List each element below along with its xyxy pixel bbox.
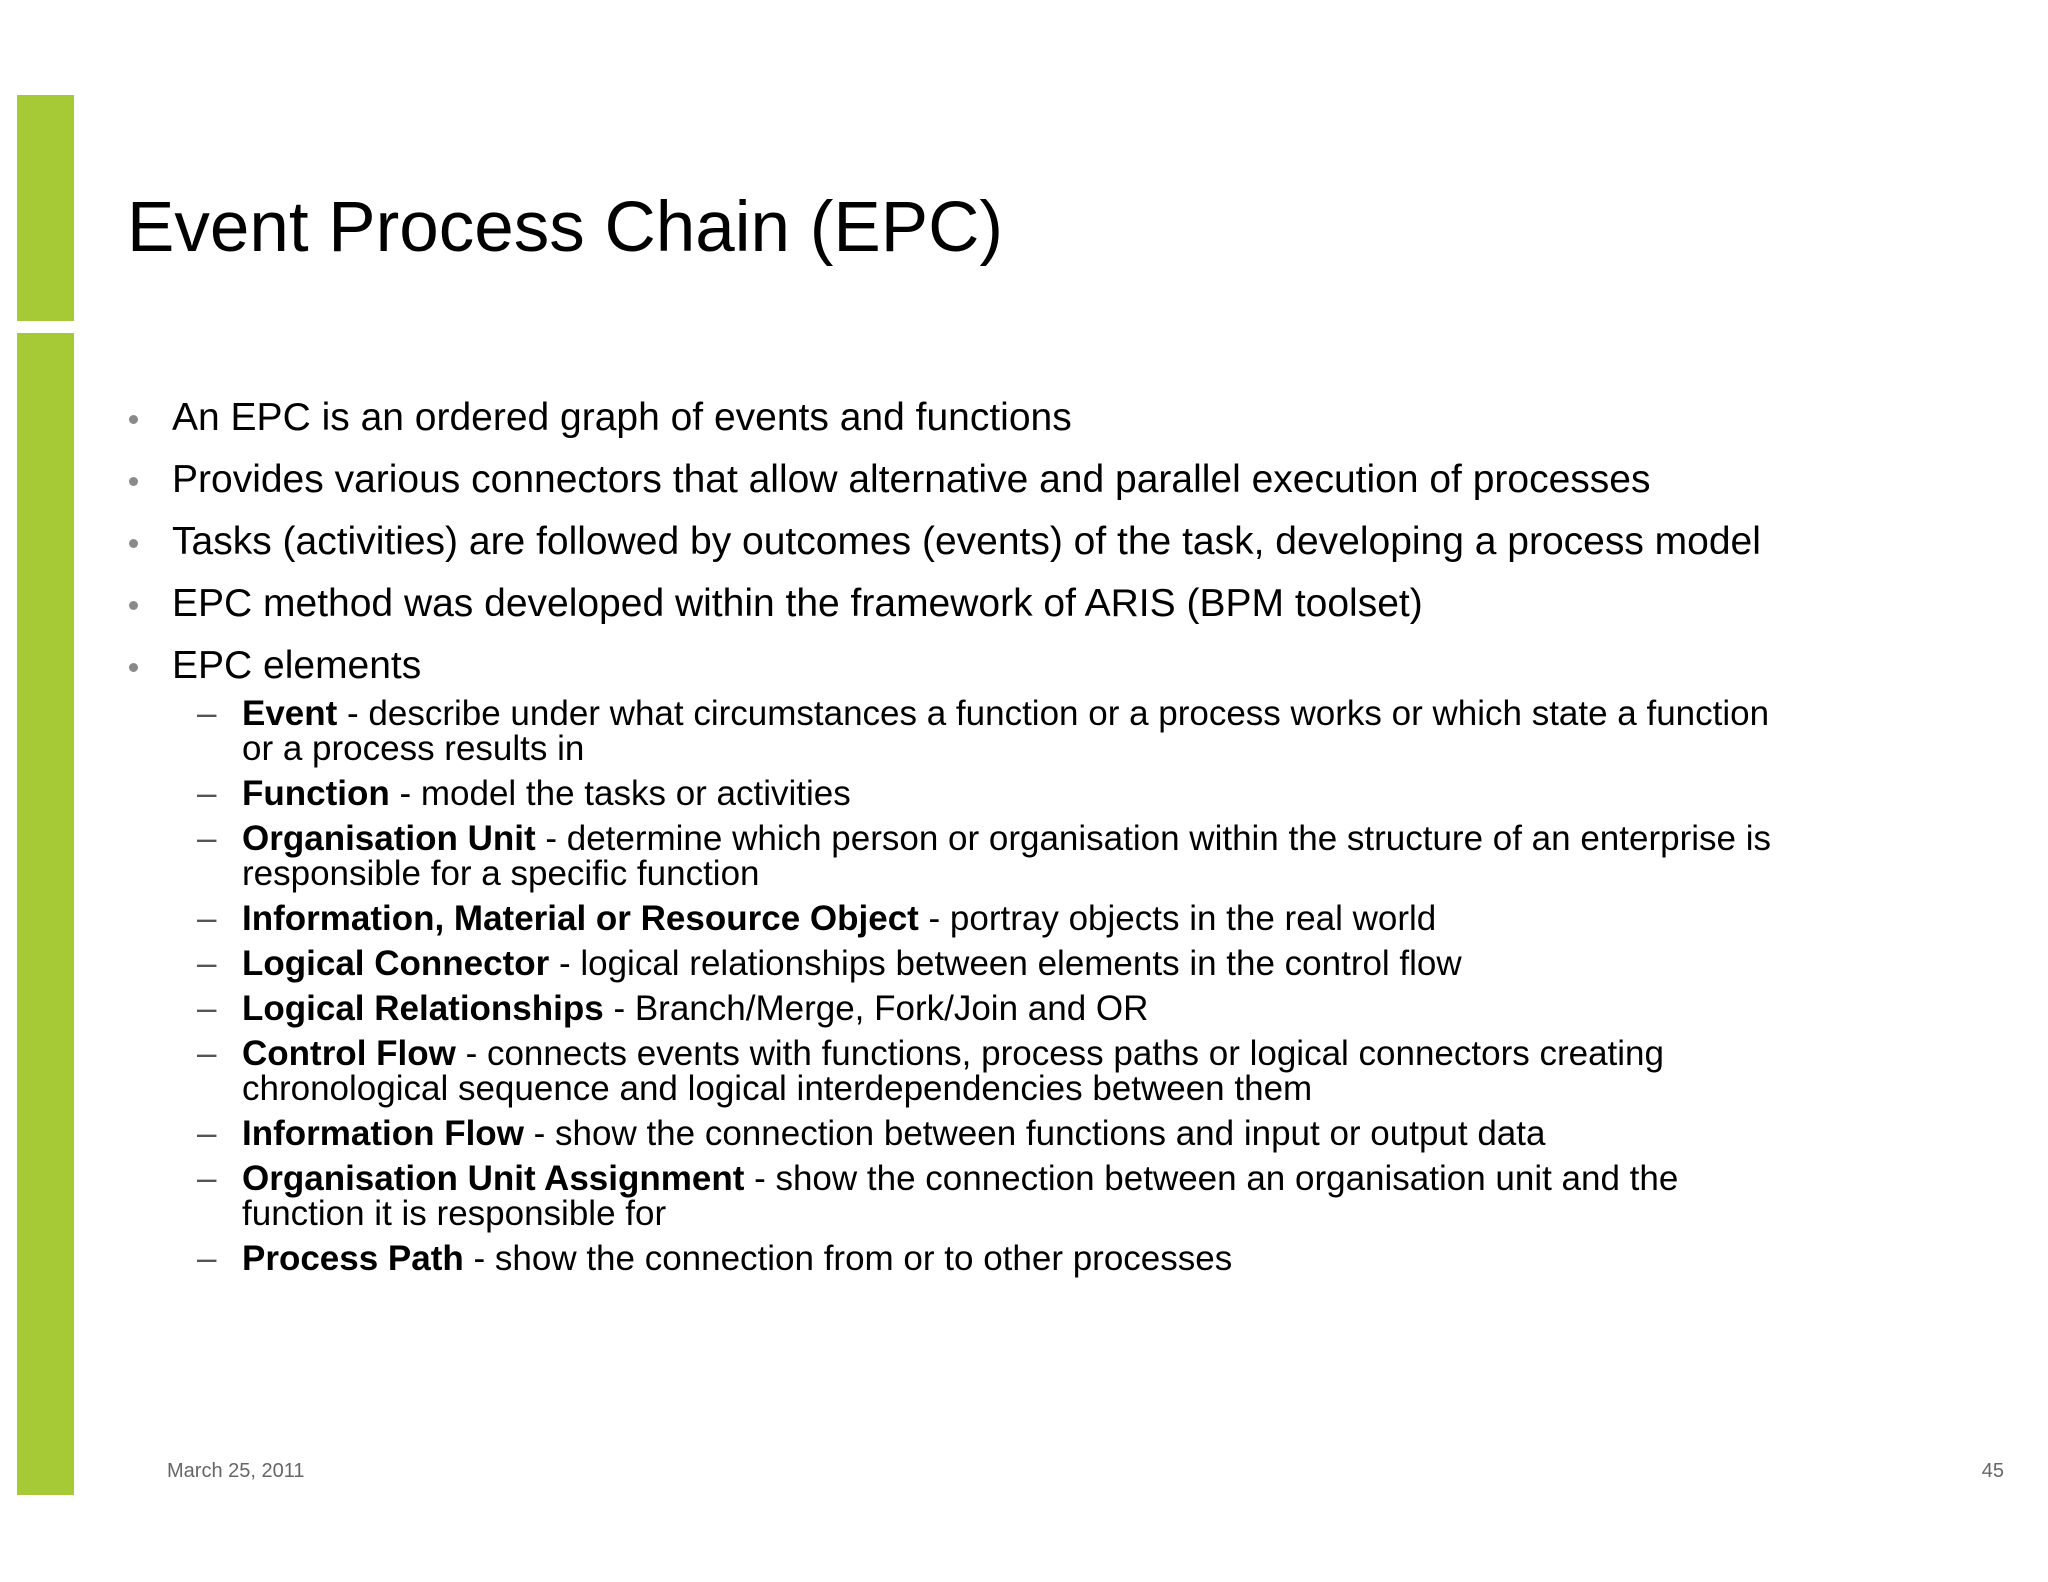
epc-element-item [197, 899, 1942, 946]
bullet-dot-icon [129, 601, 138, 610]
bullet-text: EPC elements [172, 644, 422, 687]
epc-element-line [242, 1116, 1942, 1151]
epc-element-term: Information Flow [242, 1114, 524, 1153]
epc-element-item [197, 1114, 1942, 1161]
bullet-text: Tasks (activities) are followed by outcomes (events) of the task, developing a process model [172, 520, 1761, 563]
accent-bar-top [17, 95, 74, 321]
epc-element-item [197, 1159, 1942, 1241]
bullet-dot-icon [129, 539, 138, 548]
dash-icon: – [197, 944, 217, 983]
epc-element-item [197, 1239, 1942, 1286]
epc-element-item [197, 774, 1942, 821]
epc-element-desc-cont: function it is responsible for [242, 1194, 667, 1233]
epc-element-desc: - connects events with functions, process paths or logical connectors creating [455, 1034, 1664, 1073]
bullet-text: EPC method was developed within the framework of ARIS (BPM toolset) [172, 582, 1423, 625]
epc-element-desc: - show the connection between functions and input or output data [523, 1114, 1546, 1153]
bullet-item [127, 573, 2007, 635]
dash-icon: – [197, 694, 217, 733]
dash-icon: – [197, 1114, 217, 1153]
dash-icon: – [197, 1034, 217, 1073]
epc-element-term: Process Path [242, 1239, 464, 1278]
epc-element-term: Information, Material or Resource Object [242, 899, 919, 938]
bullet-item [127, 635, 2007, 697]
bullet-list [127, 387, 2007, 697]
dash-icon: – [197, 819, 217, 858]
dash-icon: – [197, 774, 217, 813]
epc-element-line [242, 1036, 1942, 1071]
epc-element-term: Logical Connector [242, 944, 550, 983]
epc-element-item [197, 989, 1942, 1036]
footer-date: March 25, 2011 [167, 1460, 305, 1482]
epc-element-desc: - determine which person or organisation within the structure of an enterprise is [535, 819, 1771, 858]
dash-icon: – [197, 1159, 217, 1198]
epc-element-desc: - show the connection from or to other processes [463, 1239, 1233, 1278]
epc-element-desc: - describe under what circumstances a function or a process works or which state a function [337, 694, 1770, 733]
epc-elements-list [127, 696, 1942, 1286]
epc-element-desc: - show the connection between an organisation unit and the [744, 1159, 1679, 1198]
dash-icon: – [197, 899, 217, 938]
epc-element-term: Function [242, 774, 390, 813]
epc-element-line [242, 776, 1942, 811]
epc-element-desc-cont: chronological sequence and logical interdependencies between them [242, 1069, 1313, 1108]
epc-element-item [197, 819, 1942, 901]
epc-element-desc: - model the tasks or activities [389, 774, 851, 813]
epc-element-term: Organisation Unit [242, 819, 536, 858]
bullet-text: Provides various connectors that allow alternative and parallel execution of processes [172, 458, 1651, 501]
epc-element-line [242, 1161, 1942, 1196]
bullet-item [127, 387, 2007, 449]
epc-element-term: Control Flow [242, 1034, 456, 1073]
epc-element-desc-cont: responsible for a specific function [242, 854, 760, 893]
epc-element-line [242, 901, 1942, 936]
epc-element-desc-cont: or a process results in [242, 729, 585, 768]
bullet-dot-icon [129, 477, 138, 486]
epc-element-line [242, 1241, 1942, 1276]
page-number: 45 [1981, 1460, 2004, 1482]
bullet-dot-icon [129, 663, 138, 672]
epc-element-item [197, 694, 1942, 776]
accent-bar-bottom [17, 333, 74, 1495]
bullet-item [127, 449, 2007, 511]
epc-element-line [242, 991, 1942, 1026]
slide-title: Event Process Chain (EPC) [127, 188, 1003, 267]
epc-element-term: Event [242, 694, 338, 733]
bullet-dot-icon [129, 415, 138, 424]
epc-element-line [242, 696, 1942, 731]
epc-element-line [242, 821, 1942, 856]
bullet-item [127, 511, 2007, 573]
epc-element-desc: - Branch/Merge, Fork/Join and OR [603, 989, 1149, 1028]
dash-icon: – [197, 989, 217, 1028]
bullet-text: An EPC is an ordered graph of events and functions [172, 396, 1072, 439]
dash-icon: – [197, 1239, 217, 1278]
epc-element-term: Logical Relationships [242, 989, 604, 1028]
epc-element-term: Organisation Unit Assignment [242, 1159, 745, 1198]
epc-element-desc: - portray objects in the real world [918, 899, 1437, 938]
epc-element-line [242, 946, 1942, 981]
epc-element-item [197, 944, 1942, 991]
epc-element-item [197, 1034, 1942, 1116]
epc-element-desc: - logical relationships between elements in the control flow [549, 944, 1462, 983]
